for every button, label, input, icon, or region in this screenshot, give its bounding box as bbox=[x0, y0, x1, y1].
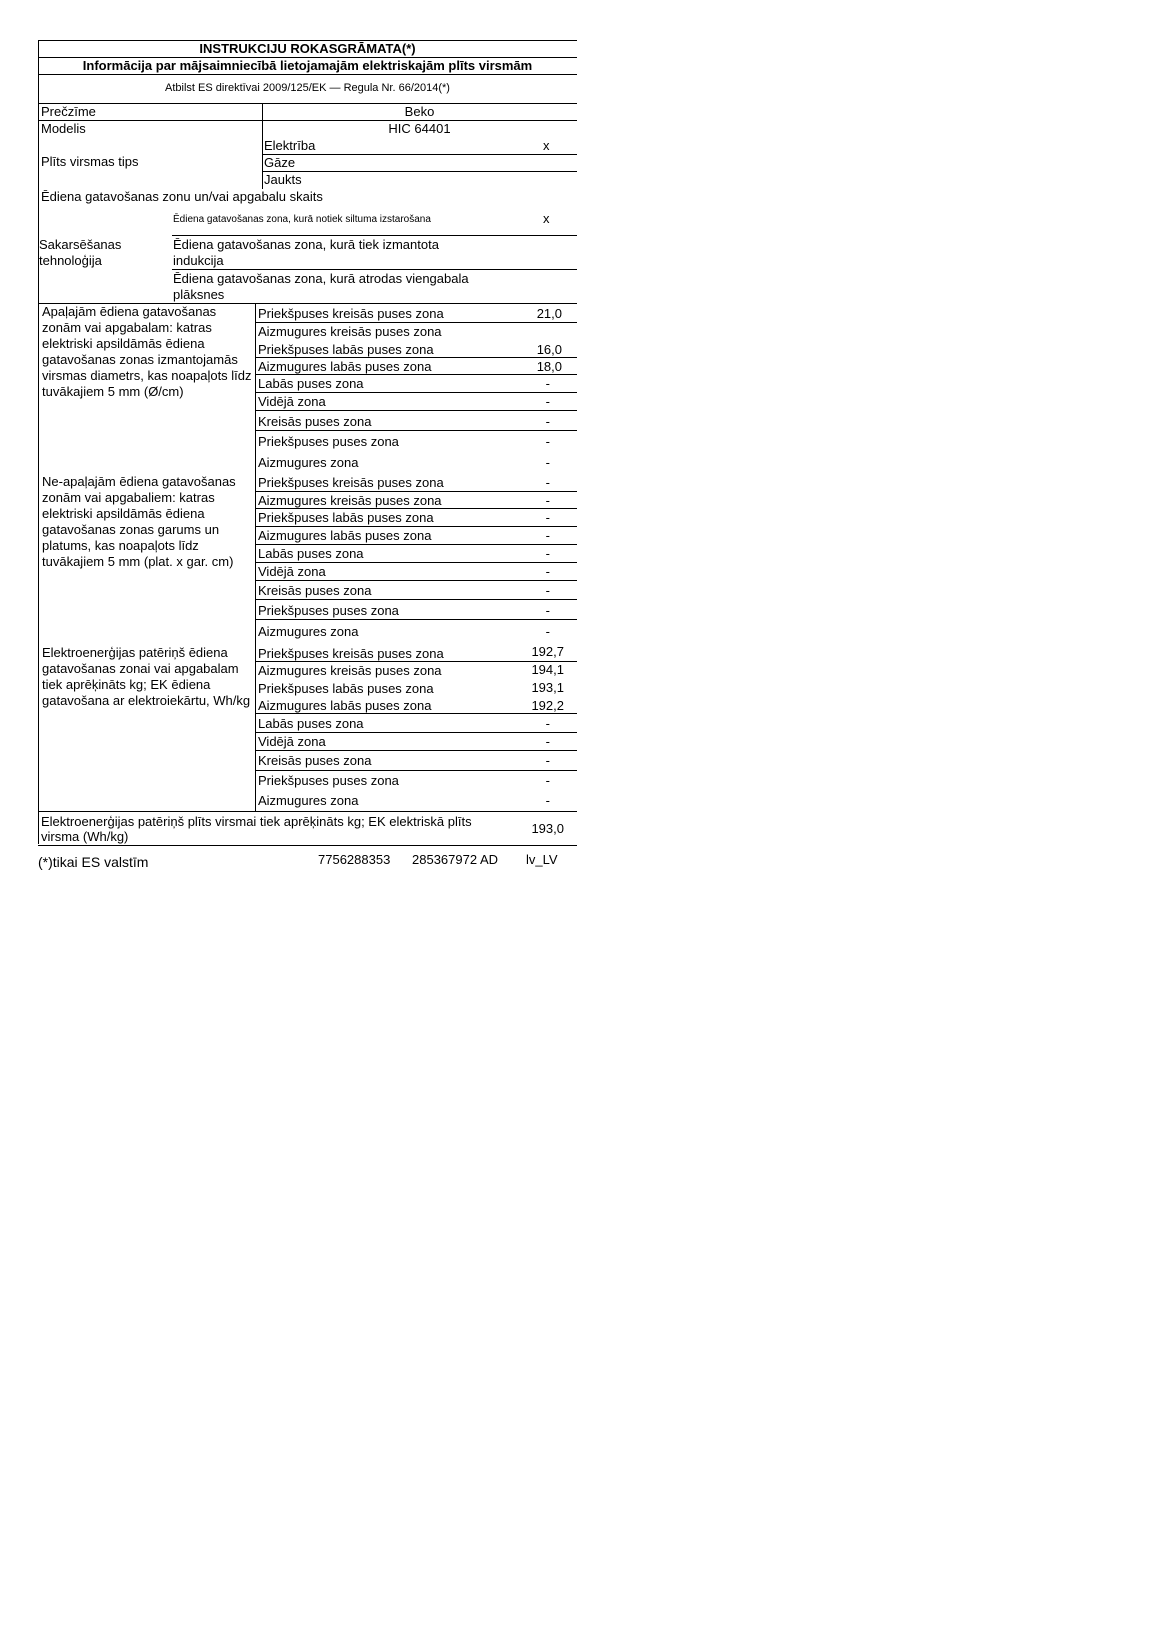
zone-value: - bbox=[545, 624, 550, 639]
zone-value: 21,0 bbox=[536, 306, 562, 321]
zone-value: 16,0 bbox=[536, 342, 562, 357]
zone-label: Priekšpuses labās puses zona bbox=[258, 681, 434, 696]
zone-label: Aizmugures kreisās puses zona bbox=[258, 493, 442, 508]
divider bbox=[256, 322, 577, 323]
divider bbox=[38, 120, 577, 121]
brand-separator bbox=[262, 103, 263, 120]
zone-label: Aizmugures labās puses zona bbox=[258, 698, 432, 713]
zone-label: Labās puses zona bbox=[258, 716, 364, 731]
zone-value: 194,1 bbox=[531, 662, 564, 677]
directive-text: Atbilst ES direktīvai 2009/125/EK — Regula Nr. 66/2014(*) bbox=[165, 82, 450, 94]
heating-radiant: Ēdiena gatavošanas zona, kurā notiek siltuma izstarošana bbox=[173, 214, 431, 225]
zone-label: Priekšpuses puses zona bbox=[258, 773, 399, 788]
divider bbox=[172, 269, 577, 270]
footer-note: (*)tikai ES valstīm bbox=[38, 854, 149, 870]
divider bbox=[256, 526, 577, 527]
hob-type-label: Plīts virsmas tips bbox=[41, 154, 139, 169]
zone-label: Priekšpuses puses zona bbox=[258, 603, 399, 618]
sheet-subtitle: Informācija par mājsaimniecībā lietojamajām elektriskajām plīts virsmām bbox=[82, 58, 533, 73]
heating-solidplate-line1: Ēdiena gatavošanas zona, kurā atrodas viengabala bbox=[173, 271, 469, 286]
zone-label: Labās puses zona bbox=[258, 376, 364, 391]
zone-value: - bbox=[545, 773, 550, 788]
zone-value: - bbox=[545, 493, 550, 508]
divider bbox=[256, 750, 577, 751]
divider bbox=[256, 713, 577, 714]
zone-value: - bbox=[545, 434, 550, 449]
hob-type-electric: Elektrība bbox=[264, 138, 316, 153]
divider bbox=[256, 508, 577, 509]
zone-label: Priekšpuses labās puses zona bbox=[258, 510, 434, 525]
zone-label: Aizmugures zona bbox=[258, 624, 359, 639]
left-border bbox=[38, 40, 39, 844]
hob-type-electric-mark: x bbox=[543, 138, 550, 153]
model-value: HIC 64401 bbox=[388, 121, 451, 136]
round-zones-description: Apaļajām ēdiena gatavošanas zonām vai apgabalam: katras elektriski apsildāmās ēdiena gatavošanas zonas izmantojamās virsmas diametrs, kas noapaļots līdz tuvākajiem 5 mm (Ø/cm) bbox=[42, 304, 252, 399]
zone-value: - bbox=[545, 510, 550, 525]
zones-separator bbox=[255, 303, 256, 811]
zones-count-label: Ēdiena gatavošanas zonu un/vai apgabalu skaits bbox=[41, 189, 323, 204]
divider bbox=[256, 580, 577, 581]
footer-code2: 285367972 AD bbox=[412, 852, 499, 867]
divider bbox=[256, 392, 577, 393]
zone-label: Priekšpuses kreisās puses zona bbox=[258, 646, 444, 661]
zone-value: 192,2 bbox=[531, 698, 564, 713]
zone-label: Priekšpuses kreisās puses zona bbox=[258, 306, 444, 321]
zone-value: - bbox=[545, 583, 550, 598]
zone-label: Kreisās puses zona bbox=[258, 414, 372, 429]
zone-value: - bbox=[545, 455, 550, 470]
heating-label-line1: Sakarsēšanas bbox=[39, 237, 122, 252]
zone-value: - bbox=[545, 564, 550, 579]
zone-label: Aizmugures kreisās puses zona bbox=[258, 663, 442, 678]
zone-label: Kreisās puses zona bbox=[258, 753, 372, 768]
divider bbox=[256, 544, 577, 545]
heating-solidplate-line2: plāksnes bbox=[173, 287, 225, 302]
zone-label: Aizmugures zona bbox=[258, 793, 359, 808]
zone-label: Priekšpuses kreisās puses zona bbox=[258, 475, 444, 490]
energy-zones-description: Elektroenerģijas patēriņš ēdiena gatavošanas zonai vai apgabalam tiek aprēķināts kg; EK ēdiena gatavošana ar elektroiekārtu, Wh/kg bbox=[42, 645, 251, 708]
divider bbox=[256, 661, 577, 662]
zone-label: Vidējā zona bbox=[258, 564, 326, 579]
zone-value: - bbox=[545, 414, 550, 429]
zone-value: 18,0 bbox=[536, 359, 562, 374]
zone-value: - bbox=[545, 475, 550, 490]
zone-label: Aizmugures labās puses zona bbox=[258, 528, 432, 543]
zone-label: Vidējā zona bbox=[258, 734, 326, 749]
heating-radiant-mark: x bbox=[543, 211, 550, 226]
model-label: Modelis bbox=[41, 121, 86, 136]
divider bbox=[256, 374, 577, 375]
zone-label: Priekšpuses puses zona bbox=[258, 434, 399, 449]
divider bbox=[172, 235, 577, 236]
energy-hob-value: 193,0 bbox=[531, 821, 564, 836]
heating-induction-line1: Ēdiena gatavošanas zona, kurā tiek izmantota bbox=[173, 237, 439, 252]
heating-label-line2: tehnoloģija bbox=[39, 253, 102, 268]
zone-value: - bbox=[545, 734, 550, 749]
divider bbox=[256, 599, 577, 600]
zone-value: - bbox=[545, 793, 550, 808]
footer-code1: 7756288353 bbox=[318, 852, 391, 867]
divider bbox=[256, 732, 577, 733]
zone-value: - bbox=[545, 546, 550, 561]
zone-value: - bbox=[545, 528, 550, 543]
divider bbox=[262, 171, 577, 172]
zone-value: - bbox=[545, 394, 550, 409]
divider bbox=[256, 770, 577, 771]
zone-label: Priekšpuses labās puses zona bbox=[258, 342, 434, 357]
footer-locale: lv_LV bbox=[526, 852, 558, 867]
energy-hob-label-line2: virsma (Wh/kg) bbox=[41, 829, 129, 844]
brand-label: Prečzīme bbox=[41, 104, 96, 119]
zone-value: - bbox=[545, 603, 550, 618]
divider bbox=[256, 430, 577, 431]
zone-value: - bbox=[545, 376, 550, 391]
zone-label: Vidējā zona bbox=[258, 394, 326, 409]
zone-value: 192,7 bbox=[531, 644, 564, 659]
zone-label: Aizmugures kreisās puses zona bbox=[258, 324, 442, 339]
divider bbox=[256, 357, 577, 358]
divider bbox=[262, 154, 577, 155]
zone-value: - bbox=[545, 716, 550, 731]
bottom-border bbox=[38, 845, 577, 846]
divider bbox=[38, 103, 577, 104]
divider bbox=[38, 74, 577, 75]
hob-type-mixed: Jaukts bbox=[264, 172, 302, 187]
divider bbox=[256, 410, 577, 411]
zone-value: - bbox=[545, 753, 550, 768]
zone-label: Aizmugures zona bbox=[258, 455, 359, 470]
zone-label: Kreisās puses zona bbox=[258, 583, 372, 598]
zone-label: Aizmugures labās puses zona bbox=[258, 359, 432, 374]
brand-value: Beko bbox=[404, 104, 435, 119]
divider bbox=[38, 811, 577, 812]
divider bbox=[256, 491, 577, 492]
zone-label: Labās puses zona bbox=[258, 546, 364, 561]
divider bbox=[256, 562, 577, 563]
hob-type-gas: Gāze bbox=[264, 155, 296, 170]
zone-value: 193,1 bbox=[531, 680, 564, 695]
heating-induction-line2: indukcija bbox=[173, 253, 224, 268]
sheet-title: INSTRUKCIJU ROKASGRĀMATA(*) bbox=[199, 41, 416, 56]
energy-hob-label-line1: Elektroenerģijas patēriņš plīts virsmai tiek aprēķināts kg; EK elektriskā plīts bbox=[41, 814, 472, 829]
nonround-zones-description: Ne-apaļajām ēdiena gatavošanas zonām vai apgabaliem: katras elektriski apsildāmās ēdiena gatavošanas zonas garums un platums, kas noapaļots līdz tuvākajiem 5 mm (plat. x gar. cm) bbox=[42, 474, 236, 569]
divider bbox=[256, 619, 577, 620]
